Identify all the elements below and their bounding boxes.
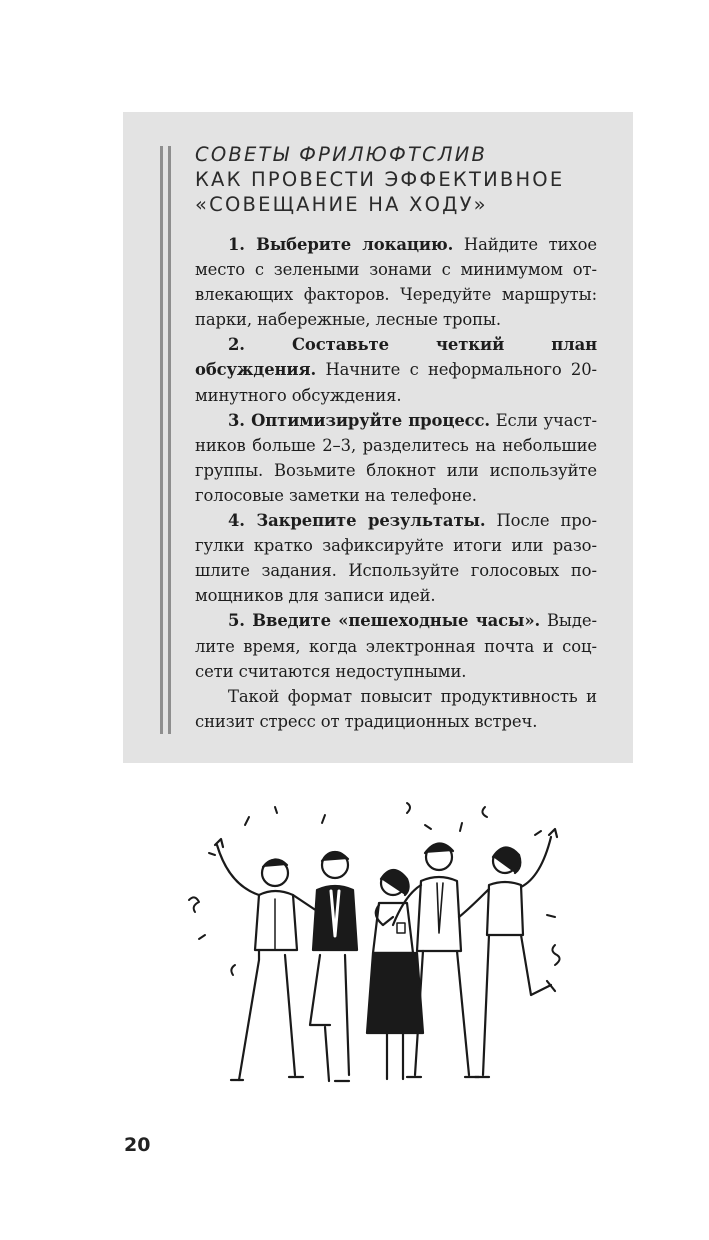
title-line-2: КАК ПРОВЕСТИ ЭФФЕКТИВНОЕ: [195, 168, 565, 191]
tip-2-lead: 2. Составьте четкий план обсуждения.: [195, 335, 597, 380]
tips-text: [195, 232, 597, 734]
tip-2-text: Начните с неформального 20-минутного обсуждения.: [195, 360, 597, 405]
tips-box: [123, 112, 633, 763]
title-line-3: «СОВЕЩАНИЕ НА ХОДУ»: [195, 193, 488, 216]
tip-4-lead: 4. Закрепите результаты.: [228, 511, 486, 531]
tip-5: [195, 608, 597, 683]
title-line-1: СОВЕТЫ ФРИЛЮФТСЛИВ: [195, 143, 488, 166]
tip-2: [195, 332, 597, 407]
tips-title: [195, 142, 615, 217]
person-3: [367, 870, 423, 1079]
tip-3: [195, 408, 597, 508]
tip-1-lead: 1. Выберите локацию.: [228, 235, 454, 254]
decorative-bars: [160, 146, 172, 734]
closing-paragraph: Такой формат повысит продуктивность и снизит стресс от традиционных встреч.: [195, 686, 597, 731]
tip-3-text: Если участников больше 2–3, разделитесь на небольшие группы. Возьмите блокнот или используйте голосовые заметки на телефоне.: [195, 410, 597, 505]
tip-1: [195, 232, 597, 332]
person-1: [215, 839, 323, 1080]
person-5: [459, 829, 557, 1077]
person-2: [310, 852, 357, 1081]
tip-4-text: После прогулки кратко зафиксируйте итоги или разошлите задания. Используйте голосовых помощников для записи идей.: [195, 511, 597, 606]
tip-5-text: Выделите время, когда электронная почта и соцсети считаются недоступными.: [195, 611, 598, 681]
page-number: 20: [124, 1134, 151, 1156]
tip-3-lead: 3. Оптимизируйте процесс.: [228, 410, 491, 430]
tip-5-lead: 5. Введите «пешеходные часы».: [228, 611, 541, 631]
tip-4: [195, 508, 597, 608]
tip-1-text: Найдите тихое место с зелеными зонами с минимумом отвлекающих факторов. Чередуйте маршруты: парки, набережные, лесные тропы.: [195, 235, 597, 330]
celebrating-people-illustration: [175, 795, 575, 1095]
